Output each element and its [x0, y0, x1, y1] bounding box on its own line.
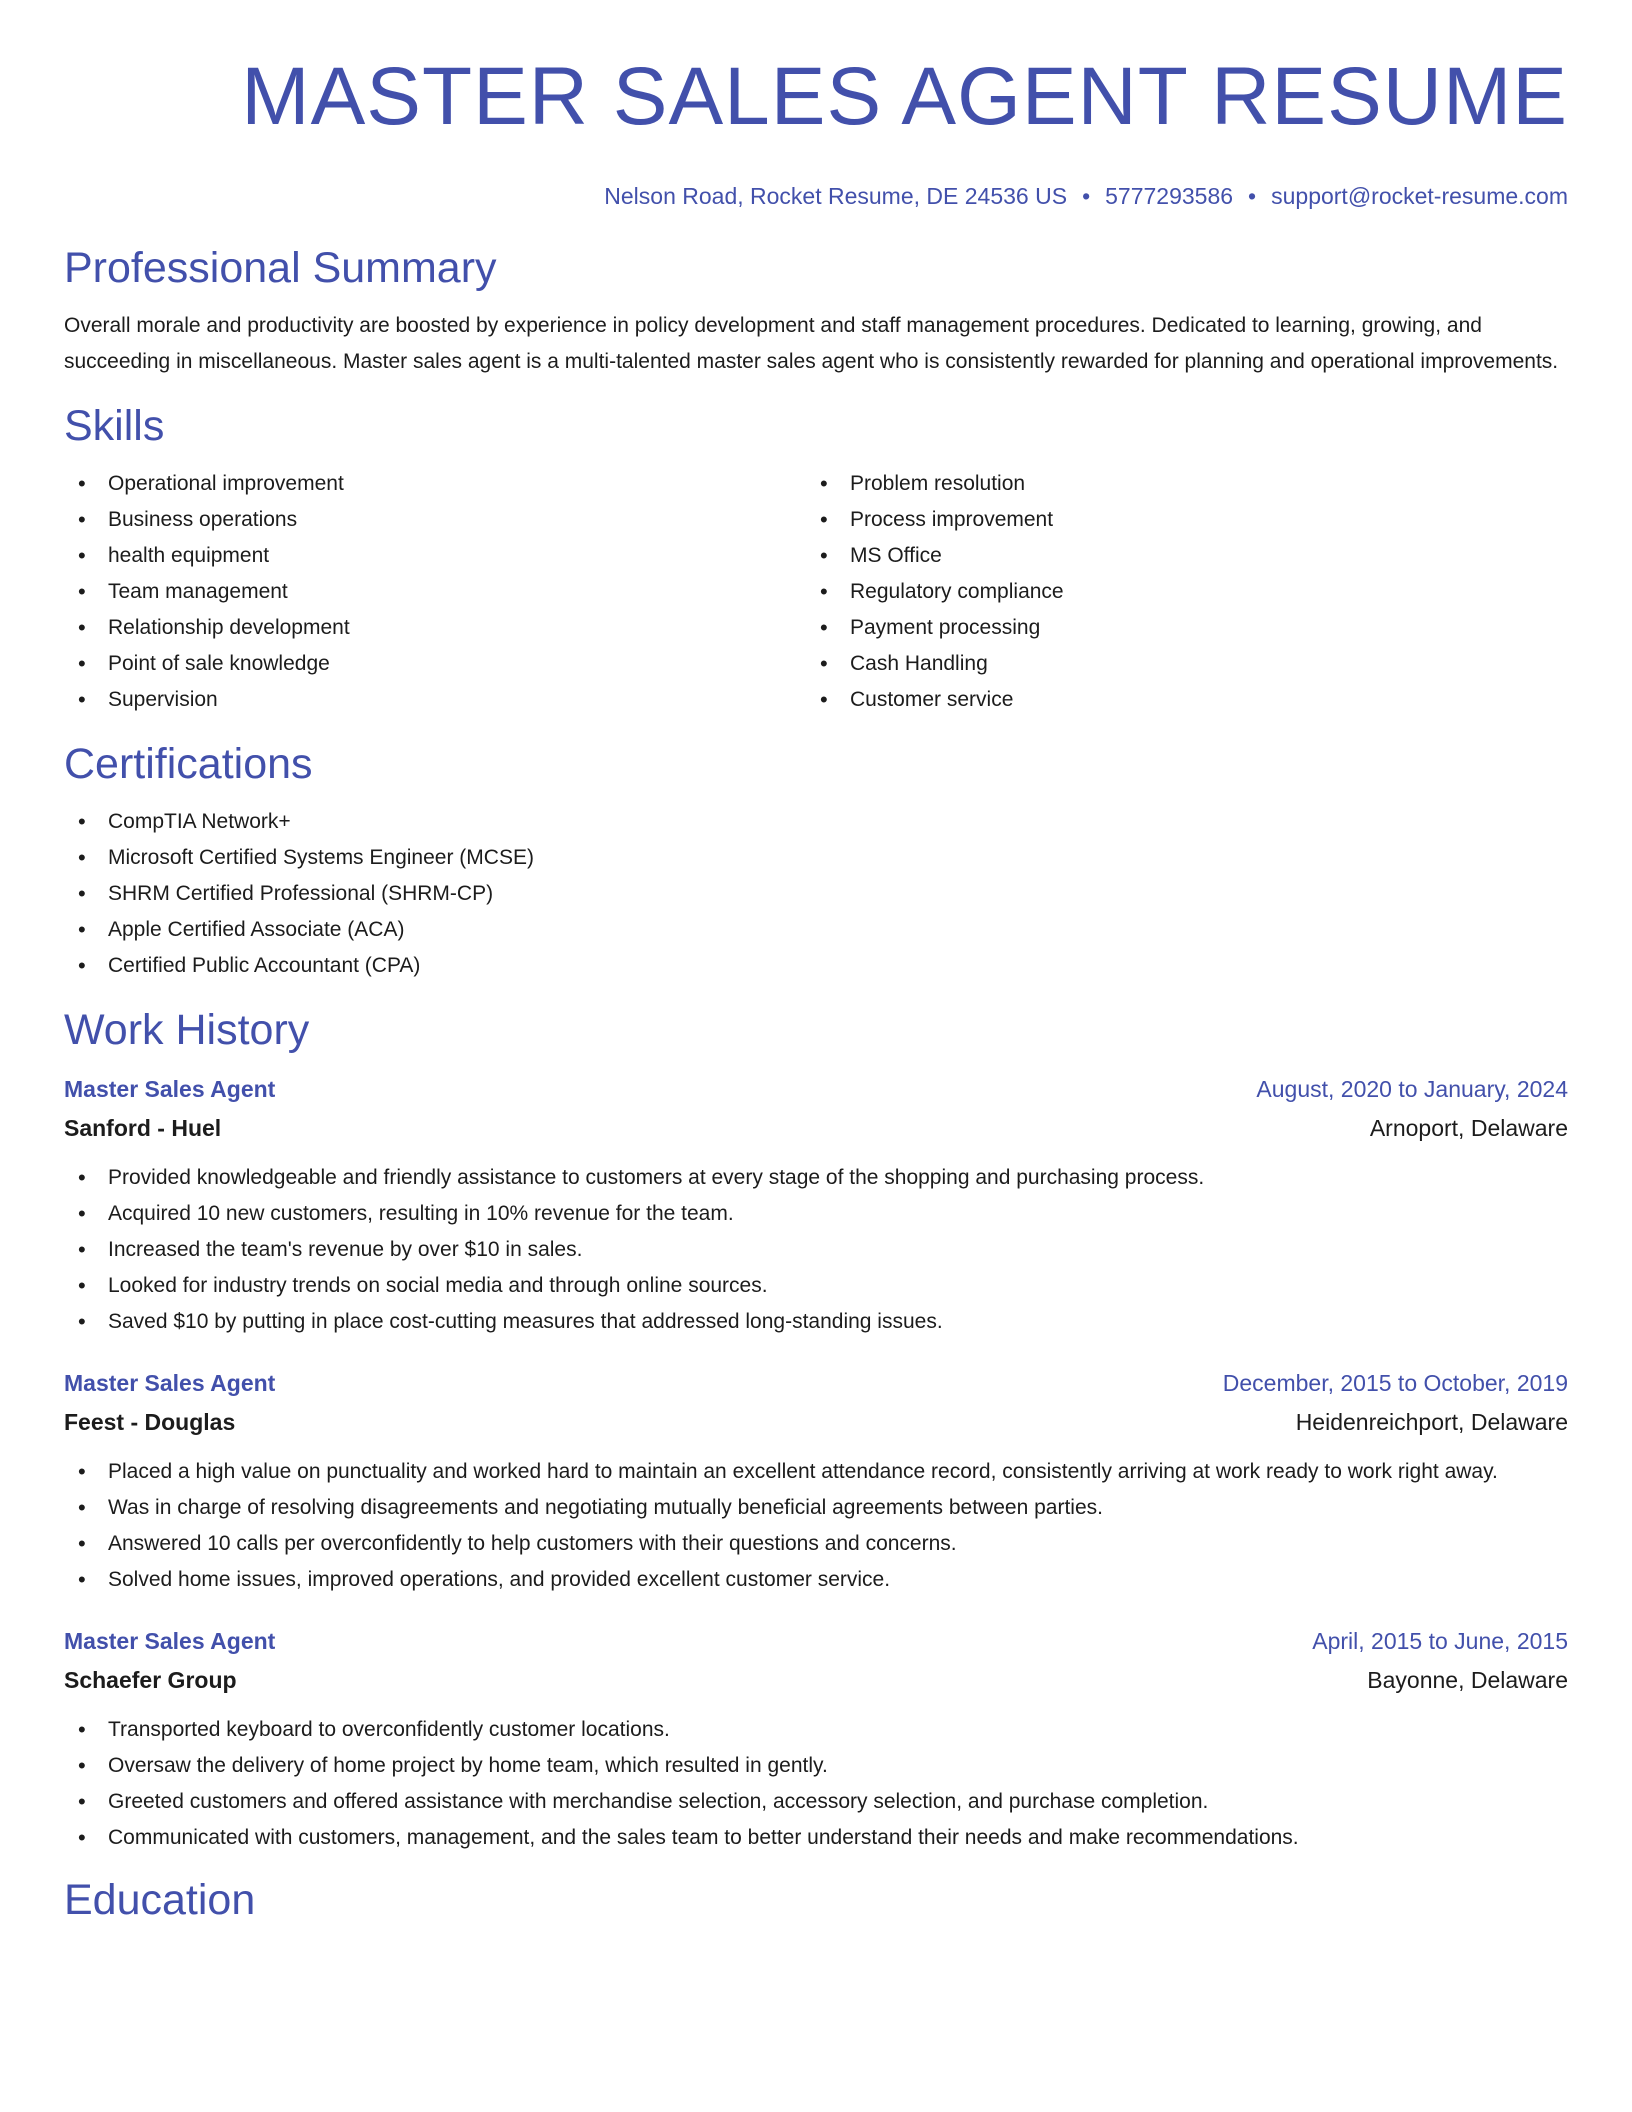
skills-list [64, 466, 1568, 718]
job-location: Arnoport, Delaware [1369, 1115, 1568, 1141]
job-entry [64, 1364, 1568, 1598]
skill-item: • Team management [64, 574, 806, 610]
certification-item: • SHRM Certified Professional (SHRM-CP) [64, 876, 1568, 912]
skill-item: • Process improvement [806, 502, 1548, 538]
skill-item: • Payment processing [806, 610, 1548, 646]
job-bullet: • Solved home issues, improved operations, and provided excellent customer service. [64, 1562, 1568, 1598]
job-bullet: • Transported keyboard to overconfidently customer locations. [64, 1712, 1568, 1748]
job-bullet: • Answered 10 calls per overconfidently to help customers with their questions and concerns. [64, 1526, 1568, 1562]
job-dates: August, 2020 to January, 2024 [1256, 1076, 1568, 1102]
job-dates: April, 2015 to June, 2015 [1312, 1628, 1568, 1654]
job-entry [64, 1622, 1568, 1856]
job-title: Master Sales Agent [64, 1370, 276, 1396]
job-bullet: • Provided knowledgeable and friendly assistance to customers at every stage of the shopping and purchasing process. [64, 1160, 1568, 1196]
skill-item: • Business operations [64, 502, 806, 538]
job-bullet: • Was in charge of resolving disagreements and negotiating mutually beneficial agreements between parties. [64, 1490, 1568, 1526]
skill-item: • Problem resolution [806, 466, 1548, 502]
resume-page [64, 0, 1568, 1926]
skill-item: • Point of sale knowledge [64, 646, 806, 682]
skills-heading: Skills [64, 402, 165, 450]
job-title: Master Sales Agent [64, 1628, 276, 1654]
job-entry [64, 1070, 1568, 1340]
certification-item: • Microsoft Certified Systems Engineer (MCSE) [64, 840, 1568, 876]
job-responsibilities [64, 1160, 1568, 1340]
skill-item: • MS Office [806, 538, 1548, 574]
job-bullet: • Acquired 10 new customers, resulting in 10% revenue for the team. [64, 1196, 1568, 1232]
contact-email: support@rocket-resume.com [1271, 183, 1568, 209]
resume-title: MASTER SALES AGENT RESUME [241, 51, 1568, 142]
skill-item: • Cash Handling [806, 646, 1548, 682]
job-bullet: • Communicated with customers, management, and the sales team to better understand their needs and make recommendations. [64, 1820, 1568, 1856]
skill-item: • Supervision [64, 682, 806, 718]
skills-column-right [806, 466, 1548, 718]
contact-line [64, 180, 1568, 212]
job-company: Feest - Douglas [64, 1409, 236, 1435]
skill-item: • Customer service [806, 682, 1548, 718]
certifications-list [64, 804, 1568, 984]
job-bullet: • Increased the team's revenue by over $10 in sales. [64, 1232, 1568, 1268]
job-company: Schaefer Group [64, 1667, 237, 1693]
job-bullet: • Oversaw the delivery of home project by home team, which resulted in gently. [64, 1748, 1568, 1784]
certification-item: • Apple Certified Associate (ACA) [64, 912, 1568, 948]
contact-address: Nelson Road, Rocket Resume, DE 24536 US [604, 183, 1068, 209]
job-location: Bayonne, Delaware [1367, 1667, 1568, 1693]
contact-phone: 5777293586 [1105, 183, 1234, 209]
job-company: Sanford - Huel [64, 1115, 222, 1141]
job-responsibilities [64, 1712, 1568, 1856]
skill-item: • Regulatory compliance [806, 574, 1548, 610]
skill-item: • health equipment [64, 538, 806, 574]
work-history-heading: Work History [64, 1006, 310, 1054]
job-bullet: • Greeted customers and offered assistance with merchandise selection, accessory selection, and purchase completion. [64, 1784, 1568, 1820]
job-title: Master Sales Agent [64, 1076, 276, 1102]
job-bullet: • Saved $10 by putting in place cost-cutting measures that addressed long-standing issues. [64, 1304, 1568, 1340]
skill-item: • Relationship development [64, 610, 806, 646]
contact-separator: • [1082, 183, 1091, 209]
job-location: Heidenreichport, Delaware [1295, 1409, 1568, 1435]
certifications-heading: Certifications [64, 740, 313, 788]
skill-item: • Operational improvement [64, 466, 806, 502]
certification-item: • Certified Public Accountant (CPA) [64, 948, 1568, 984]
job-bullet: • Looked for industry trends on social media and through online sources. [64, 1268, 1568, 1304]
certification-item: • CompTIA Network+ [64, 804, 1568, 840]
summary-text: Overall morale and productivity are boosted by experience in policy development and staff management procedures. Dedicated to learning, growing, and succeeding in miscellaneous. Master sales agent is a multi-talented master sales agent who is consistently rewarded for planning and operational improvements. [64, 314, 1559, 373]
job-responsibilities [64, 1454, 1568, 1598]
education-heading: Education [64, 1876, 256, 1924]
job-dates: December, 2015 to October, 2019 [1222, 1370, 1568, 1396]
summary-heading: Professional Summary [64, 244, 497, 292]
skills-column-left [64, 466, 806, 718]
contact-separator: • [1248, 183, 1257, 209]
job-bullet: • Placed a high value on punctuality and worked hard to maintain an excellent attendance record, consistently arriving at work ready to work right away. [64, 1454, 1568, 1490]
